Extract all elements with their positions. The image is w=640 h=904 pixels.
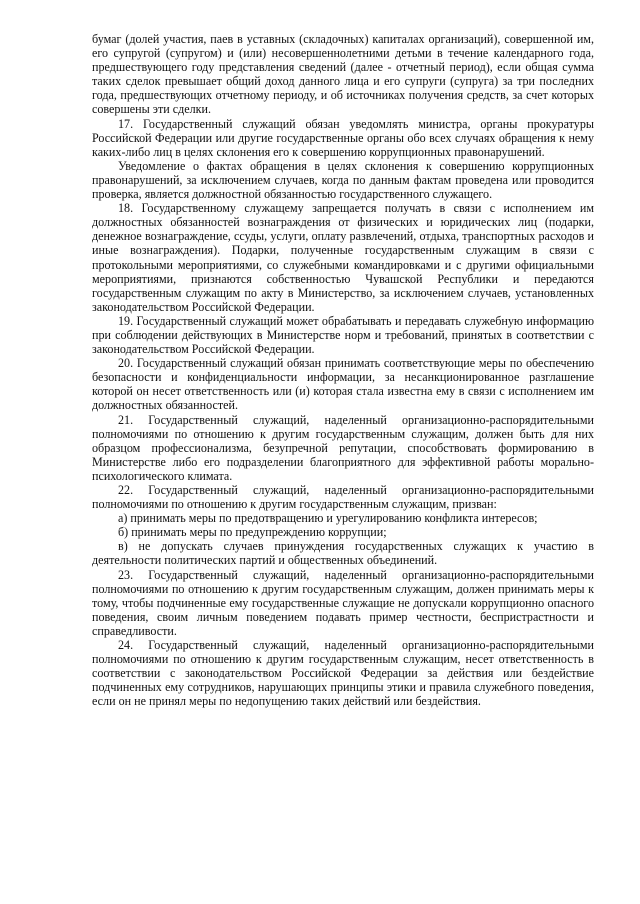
document-page [92,32,594,709]
paragraph-23: 23. Государственный служащий, наделенный организационно-распорядительными полномочиями по отношению к другим государственным служащим, должен принимать меры к тому, чтобы подчиненные ему государственные служащие не допускали коррупционно опасного поведения, своим личным поведением подавать пример честности, беспристрастности и справедливости. [92,567,594,638]
paragraph-22: 22. Государственный служащий, наделенный организационно-распорядительными полномочиями по отношению к другим государственным служащим, призван: [92,483,594,512]
list-item-v: в) не допускать случаев принуждения государственных служащих к участию в деятельности политических партий и общественных объединений. [92,539,594,568]
paragraph-20: 20. Государственный служащий обязан принимать соответствующие меры по обеспечению безопасности и конфиденциальности информации, за несанкционированное разглашение которой он несет ответственность или (и) которая стала известна ему в связи с исполнением им должностных обязанностей. [92,356,594,413]
paragraph-19: 19. Государственный служащий может обрабатывать и передавать служебную информацию при соблюдении действующих в Министерстве норм и требований, принятых в соответствии с законодательством Российской Федерации. [92,313,594,357]
list-item-b: б) принимать меры по предупреждению коррупции; [118,525,387,540]
paragraph-continuation: бумаг (долей участия, паев в уставных (складочных) капиталах организаций), совершенной им, его супругой (супругом) и (или) несовершеннолетними детьми в течение календарного года, предшествующего году представления сведений (далее - отчетный период), если общая сумма таких сделок превышает общий доход данного лица и его супруги (супруга) за три последних года, предшествующих отчетному периоду, и об источниках получения средств, за счет которых совершены эти сделки. [92,32,594,117]
list-item-a: а) принимать меры по предотвращению и урегулированию конфликта интересов; [118,511,538,526]
paragraph-17-notification: Уведомление о фактах обращения в целях склонения к совершению коррупционных правонарушений, за исключением случаев, когда по данным фактам проведена или проводится проверка, является должностной обязанностью государственного служащего. [92,158,594,202]
paragraph-17: 17. Государственный служащий обязан уведомлять министра, органы прокуратуры Российской Федерации или другие государственные органы обо всех случаях обращения к нему каких-либо лиц в целях склонения его к совершению коррупционных правонарушений. [92,116,594,159]
paragraph-21: 21. Государственный служащий, наделенный организационно-распорядительными полномочиями по отношению к другим государственным служащим, должен быть для них образцом профессионализма, безупречной репутации, способствовать формированию в Министерстве либо его подразделении благоприятного для эффективной работы морально-психологического климата. [92,412,594,483]
paragraph-18: 18. Государственному служащему запрещается получать в связи с исполнением им должностных обязанностей вознаграждения от физических и юридических лиц (подарки, денежное вознаграждение, ссуды, услуги, оплату развлечений, отдыха, транспортных расходов и иные вознаграждения). Подарки, полученные государственным служащим в связи с протокольными мероприятиями, со служебными командировками и с другими официальными мероприятиями, признаются собственностью Чувашской Республики и передаются государственным служащим по акту в Министерство, за исключением случаев, установленных законодательством Российской Федерации. [92,201,594,314]
paragraph-24: 24. Государственный служащий, наделенный организационно-распорядительными полномочиями по отношению к другим государственным служащим, несет ответственность в соответствии с законодательством Российской Федерации за действия или бездействие подчиненных ему сотрудников, нарушающих принципы этики и правила служебного поведения, если он не принял меры по недопущению таких действий или бездействия. [92,638,594,709]
